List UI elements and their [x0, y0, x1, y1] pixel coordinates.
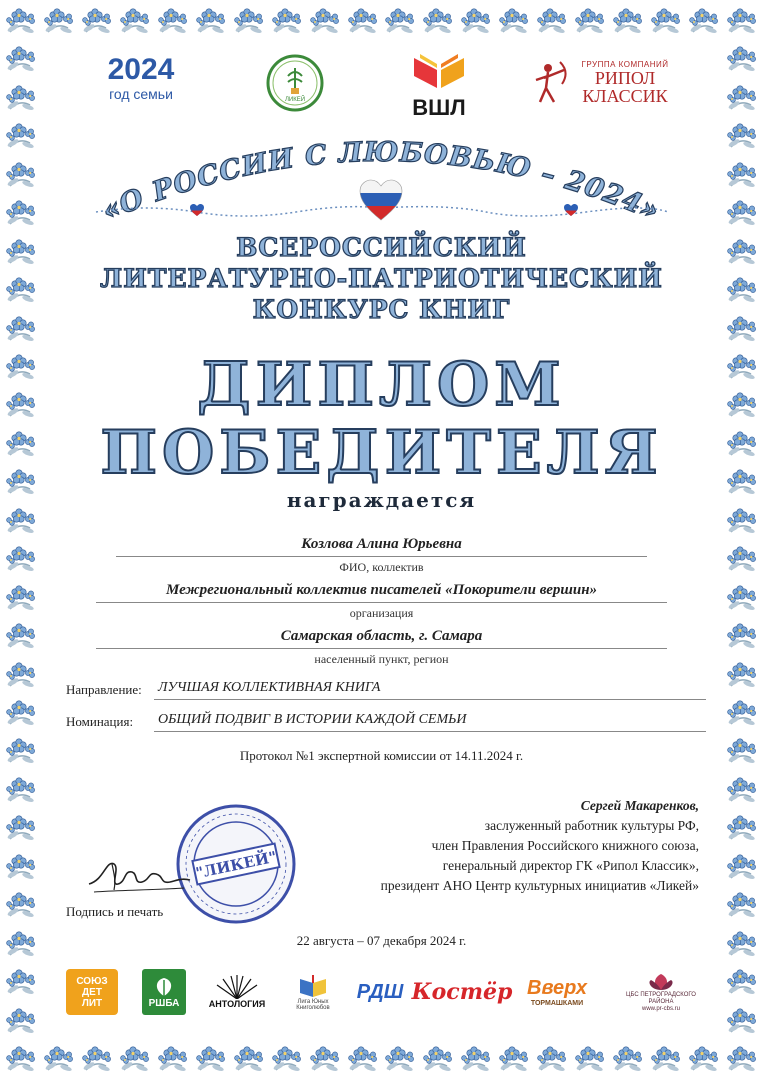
forget-me-not-icon — [156, 1042, 190, 1076]
young-booklovers-league-logo — [284, 969, 342, 1015]
signer-line-3: генеральный директор ГК «Рипол Классик», — [442, 858, 699, 873]
forget-me-not-icon — [4, 158, 38, 192]
forget-me-not-icon — [270, 4, 304, 38]
forget-me-not-icon — [346, 1042, 380, 1076]
signer-line-4: президент АНО Центр культурных инициатив «Ликей» — [380, 878, 699, 893]
forget-me-not-icon — [308, 1042, 342, 1076]
bottom-logos — [56, 963, 707, 1019]
stamp-text: "ЛИКЕЙ" — [194, 847, 279, 883]
forget-me-not-icon — [725, 81, 759, 115]
diploma-line-1: ДИПЛОМ — [197, 350, 566, 420]
forget-me-not-icon — [4, 1042, 38, 1076]
koster-logo — [411, 969, 513, 1015]
rshba-text: РШБА — [148, 997, 180, 1009]
awarded-label: награждается — [286, 488, 477, 512]
rdsh-text: РДШ — [356, 980, 404, 1003]
vshl-text: ВШЛ — [412, 95, 466, 120]
forget-me-not-icon — [611, 1042, 645, 1076]
forget-me-not-icon — [4, 427, 38, 461]
signer-line-2: член Правления Российского книжного союза, — [431, 838, 699, 853]
forget-me-not-icon — [687, 1042, 721, 1076]
forget-me-not-icon — [4, 773, 38, 807]
protocol-text: Протокол №1 экспертной комиссии от 14.11.2024 г. — [239, 748, 524, 763]
forget-me-not-icon — [725, 734, 759, 768]
archer-icon — [530, 60, 570, 104]
forget-me-not-icon — [4, 811, 38, 845]
russian-heart-icon — [360, 180, 402, 220]
contest-line-2: ЛИТЕРАТУРНО-ПАТРИОТИЧЕСКИЙ — [100, 264, 663, 293]
forget-me-not-icon — [725, 196, 759, 230]
forget-me-not-icon — [725, 658, 759, 692]
forget-me-not-icon — [4, 119, 38, 153]
forget-me-not-icon — [4, 196, 38, 230]
vverh-text: Вверх — [527, 977, 587, 999]
forget-me-not-icon — [4, 658, 38, 692]
forget-me-not-icon — [421, 1042, 455, 1076]
forget-me-not-icon — [156, 4, 190, 38]
direction-value: ЛУЧШАЯ КОЛЛЕКТИВНАЯ КНИГА — [154, 680, 706, 700]
contest-title — [56, 232, 707, 325]
forget-me-not-icon — [4, 4, 38, 38]
forget-me-not-icon — [4, 542, 38, 576]
forget-me-not-icon — [4, 734, 38, 768]
forget-me-not-icon — [725, 388, 759, 422]
forget-me-not-icon — [725, 888, 759, 922]
antologia-logo — [206, 969, 268, 1015]
forget-me-not-icon — [308, 4, 342, 38]
koster-text: Костёр — [411, 979, 513, 1005]
forget-me-not-icon — [80, 1042, 114, 1076]
signer-line-1: заслуженный работник культуры РФ, — [484, 818, 699, 833]
forget-me-not-icon — [232, 1042, 266, 1076]
soyuz-line-2: ДЕТ — [82, 986, 102, 998]
forget-me-not-icon — [232, 4, 266, 38]
forget-me-not-icon — [611, 4, 645, 38]
forget-me-not-icon — [535, 4, 569, 38]
forget-me-not-icon — [725, 312, 759, 346]
arc-title — [56, 118, 707, 228]
forget-me-not-icon — [4, 965, 38, 999]
forget-me-not-icon — [4, 81, 38, 115]
forget-me-not-icon — [535, 1042, 569, 1076]
forget-me-not-icon — [4, 619, 38, 653]
forget-me-not-icon — [42, 1042, 76, 1076]
book-icon — [406, 50, 472, 90]
contest-line-1: ВСЕРОССИЙСКИЙ — [236, 233, 527, 262]
cbs-petrograd-logo — [622, 969, 700, 1015]
year-caption: год семьи — [109, 86, 173, 102]
forget-me-not-icon — [725, 696, 759, 730]
forget-me-not-icon — [725, 811, 759, 845]
forget-me-not-icon — [118, 4, 152, 38]
contest-dates: 22 августа – 07 декабря 2024 г. — [296, 933, 467, 948]
rdsh-logo — [358, 969, 402, 1015]
cbs-url: www.pr-cbs.ru — [641, 1005, 680, 1012]
forget-me-not-icon — [725, 1004, 759, 1038]
signer-name: Сергей Макаренков, — [580, 798, 699, 813]
soyuz-line-1: СОЮЗ — [76, 975, 108, 987]
forget-me-not-icon — [725, 504, 759, 538]
organization-caption: организация — [349, 606, 414, 620]
ripol-classic-logo — [530, 60, 680, 105]
diploma-page — [56, 48, 707, 1038]
leaf-icon — [151, 976, 177, 998]
place-value: Самарская область, г. Самара — [96, 628, 667, 649]
forget-me-not-icon — [725, 4, 759, 38]
forget-me-not-icon — [4, 581, 38, 615]
forget-me-not-icon — [383, 1042, 417, 1076]
cbs-text: ЦБС ПЕТРОГРАДСКОГО РАЙОНА — [626, 991, 696, 1005]
open-book-icon — [298, 973, 328, 999]
diploma-line-2: ПОБЕДИТЕЛЯ — [100, 418, 663, 488]
arc-title-text: «О РОССИИ С ЛЮБОВЬЮ – 2024» — [97, 136, 665, 228]
forget-me-not-icon — [725, 273, 759, 307]
forget-me-not-icon — [649, 4, 683, 38]
year-number: 2024 — [107, 53, 175, 86]
forget-me-not-icon — [4, 350, 38, 384]
handwritten-signature — [84, 850, 194, 900]
forget-me-not-icon — [4, 850, 38, 884]
forget-me-not-icon — [4, 42, 38, 76]
forget-me-not-icon — [42, 4, 76, 38]
forget-me-not-icon — [649, 1042, 683, 1076]
forget-me-not-icon — [497, 1042, 531, 1076]
soyuzdetlit-logo — [66, 969, 118, 1015]
rshba-logo — [142, 969, 186, 1015]
likei-logo-text: ЛИКЕЙ — [284, 97, 306, 103]
forget-me-not-icon — [459, 4, 493, 38]
diploma-title — [56, 351, 707, 487]
year-of-family-logo — [100, 54, 182, 102]
forget-me-not-icon — [4, 388, 38, 422]
forget-me-not-icon — [573, 1042, 607, 1076]
vverh-tormashkami-logo — [516, 969, 598, 1015]
ripol-name-2: КЛАССИК — [582, 86, 668, 106]
direction-label: Направление: — [66, 682, 142, 697]
forget-me-not-icon — [725, 850, 759, 884]
forget-me-not-icon — [459, 1042, 493, 1076]
vverh-subtext: ТОРМАШКАМИ — [530, 1000, 584, 1007]
forget-me-not-icon — [4, 235, 38, 269]
league-text: Лига Юных Книголюбов — [296, 999, 330, 1011]
forget-me-not-icon — [573, 4, 607, 38]
forget-me-not-icon — [725, 581, 759, 615]
forget-me-not-icon — [725, 965, 759, 999]
forget-me-not-icon — [194, 1042, 228, 1076]
forget-me-not-icon — [4, 465, 38, 499]
lotus-icon — [647, 972, 675, 992]
signature-caption: Подпись и печать — [66, 904, 164, 919]
forget-me-not-icon — [80, 4, 114, 38]
forget-me-not-icon — [270, 1042, 304, 1076]
forget-me-not-icon — [725, 42, 759, 76]
forget-me-not-icon — [725, 773, 759, 807]
forget-me-not-icon — [725, 465, 759, 499]
forget-me-not-icon — [4, 273, 38, 307]
forget-me-not-icon — [4, 696, 38, 730]
forget-me-not-icon — [383, 4, 417, 38]
ripol-group: ГРУППА КОМПАНИЙ — [581, 60, 669, 69]
forget-me-not-icon — [497, 4, 531, 38]
forget-me-not-icon — [725, 927, 759, 961]
forget-me-not-icon — [4, 927, 38, 961]
forget-me-not-icon — [194, 4, 228, 38]
top-logos — [56, 48, 707, 120]
name-value: Козлова Алина Юрьевна — [116, 536, 647, 557]
signer-block — [279, 796, 699, 896]
name-caption: ФИО, коллектив — [339, 560, 424, 574]
forget-me-not-icon — [118, 1042, 152, 1076]
forget-me-not-icon — [4, 888, 38, 922]
likei-logo — [266, 54, 324, 112]
forget-me-not-icon — [725, 1042, 759, 1076]
contest-line-3: КОНКУРС КНИГ — [252, 295, 511, 324]
forget-me-not-icon — [421, 4, 455, 38]
vshl-logo — [406, 50, 472, 121]
forget-me-not-icon — [725, 350, 759, 384]
nomination-label: Номинация: — [66, 714, 134, 729]
forget-me-not-icon — [725, 158, 759, 192]
forget-me-not-icon — [725, 427, 759, 461]
ripol-name-1: РИПОЛ — [594, 68, 656, 88]
small-heart-left-icon — [190, 204, 204, 216]
forget-me-not-icon — [725, 235, 759, 269]
forget-me-not-icon — [725, 542, 759, 576]
place-caption: населенный пункт, регион — [314, 652, 449, 666]
organization-value: Межрегиональный коллектив писателей «Покорители вершин» — [96, 582, 667, 603]
forget-me-not-icon — [4, 1004, 38, 1038]
sunburst-icon — [215, 975, 259, 999]
forget-me-not-icon — [346, 4, 380, 38]
soyuz-line-3: ЛИТ — [81, 997, 103, 1009]
antologia-text: АНТОЛОГИЯ — [208, 999, 266, 1009]
forget-me-not-icon — [725, 119, 759, 153]
forget-me-not-icon — [4, 504, 38, 538]
nomination-value: ОБЩИЙ ПОДВИГ В ИСТОРИИ КАЖДОЙ СЕМЬИ — [154, 712, 706, 732]
forget-me-not-icon — [4, 312, 38, 346]
forget-me-not-icon — [687, 4, 721, 38]
forget-me-not-icon — [725, 619, 759, 653]
